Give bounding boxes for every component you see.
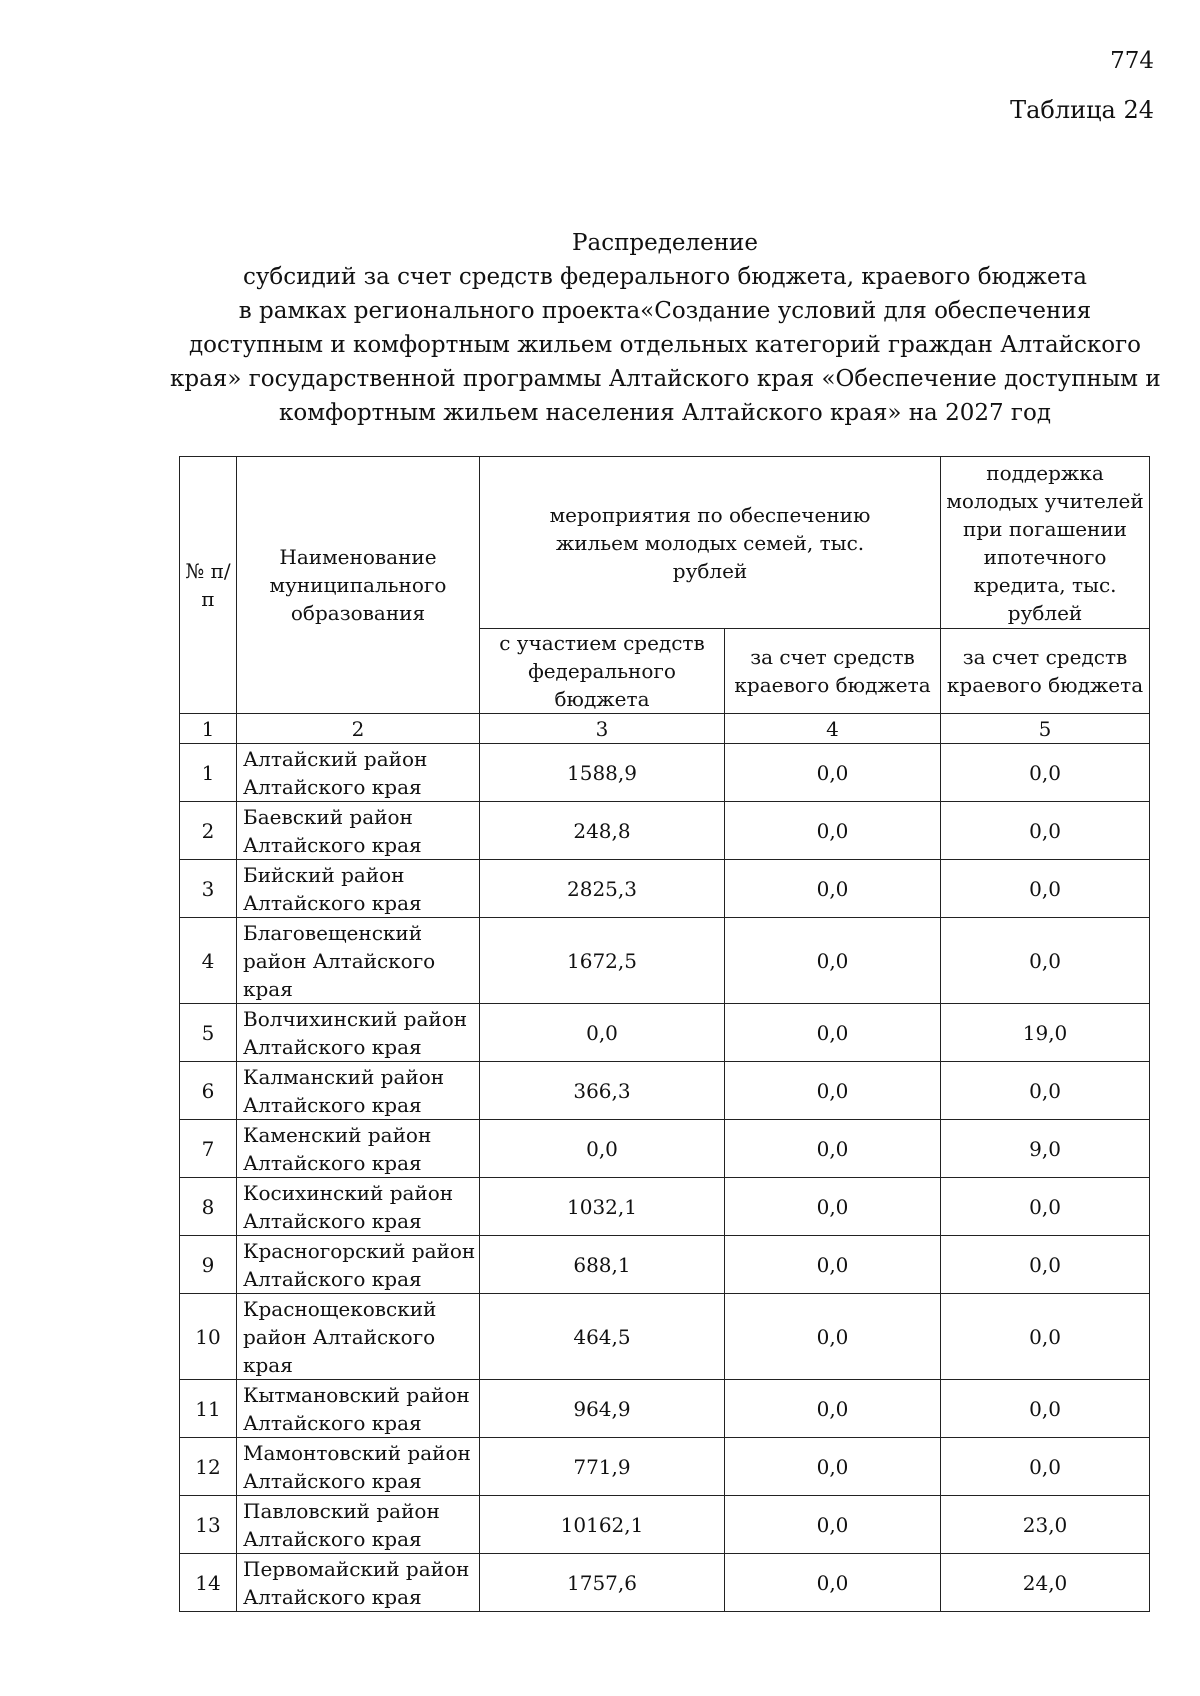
federal-amount: 1032,1 — [480, 1178, 725, 1236]
regional-amount: 0,0 — [725, 744, 941, 802]
row-number: 5 — [180, 1004, 237, 1062]
federal-amount: 1672,5 — [480, 918, 725, 1004]
header-num: № п/п — [180, 457, 237, 714]
title-line: Распределение — [572, 230, 758, 256]
row-number: 7 — [180, 1120, 237, 1178]
municipality-name: Баевский район Алтайского края — [237, 802, 480, 860]
regional-amount: 0,0 — [725, 1496, 941, 1554]
table-label: Таблица 24 — [1010, 96, 1154, 124]
row-number: 4 — [180, 918, 237, 1004]
municipality-name: Волчихинский район Алтайского края — [237, 1004, 480, 1062]
page-number: 774 — [1110, 48, 1154, 74]
row-number: 11 — [180, 1380, 237, 1438]
regional-amount: 0,0 — [725, 1294, 941, 1380]
table-row — [180, 860, 1150, 918]
federal-amount: 1757,6 — [480, 1554, 725, 1612]
row-number: 14 — [180, 1554, 237, 1612]
table-row — [180, 1236, 1150, 1294]
regional-amount: 0,0 — [725, 1178, 941, 1236]
row-number: 13 — [180, 1496, 237, 1554]
municipality-name: Красногорский район Алтайского края — [237, 1236, 480, 1294]
municipality-name: Косихинский район Алтайского края — [237, 1178, 480, 1236]
federal-amount: 10162,1 — [480, 1496, 725, 1554]
regional-amount: 0,0 — [725, 1554, 941, 1612]
teachers-amount: 0,0 — [941, 1236, 1150, 1294]
municipality-name: Краснощековский район Алтайского края — [237, 1294, 480, 1380]
regional-amount: 0,0 — [725, 860, 941, 918]
table-row — [180, 1294, 1150, 1380]
teachers-amount: 0,0 — [941, 860, 1150, 918]
federal-amount: 366,3 — [480, 1062, 725, 1120]
column-number: 3 — [480, 714, 725, 744]
table-row — [180, 1004, 1150, 1062]
municipality-name: Кытмановский район Алтайского края — [237, 1380, 480, 1438]
teachers-amount: 9,0 — [941, 1120, 1150, 1178]
municipality-name: Мамонтовский район Алтайского края — [237, 1438, 480, 1496]
title-line: субсидий за счет средств федерального бюджета, краевого бюджета — [242, 264, 1087, 290]
regional-amount: 0,0 — [725, 1236, 941, 1294]
teachers-amount: 19,0 — [941, 1004, 1150, 1062]
document-title — [170, 226, 1160, 430]
regional-amount: 0,0 — [725, 1438, 941, 1496]
table-row — [180, 918, 1150, 1004]
federal-amount: 688,1 — [480, 1236, 725, 1294]
federal-amount: 0,0 — [480, 1004, 725, 1062]
teachers-amount: 0,0 — [941, 1062, 1150, 1120]
header-teachers: поддержка молодых учителей при погашении ипотечного кредита, тыс. рублей — [941, 457, 1150, 629]
subsidy-table — [179, 456, 1150, 1612]
federal-amount: 771,9 — [480, 1438, 725, 1496]
regional-amount: 0,0 — [725, 918, 941, 1004]
row-number: 9 — [180, 1236, 237, 1294]
federal-amount: 464,5 — [480, 1294, 725, 1380]
regional-amount: 0,0 — [725, 1120, 941, 1178]
table-row — [180, 802, 1150, 860]
table-row — [180, 1120, 1150, 1178]
municipality-name: Бийский район Алтайского края — [237, 860, 480, 918]
row-number: 8 — [180, 1178, 237, 1236]
municipality-name: Благовещенский район Алтайского края — [237, 918, 480, 1004]
title-line: в рамках регионального проекта«Создание условий для обеспечения — [238, 298, 1092, 324]
table-row — [180, 1178, 1150, 1236]
teachers-amount: 0,0 — [941, 1438, 1150, 1496]
header-regional: за счет средств краевого бюджета — [725, 629, 941, 714]
regional-amount: 0,0 — [725, 802, 941, 860]
municipality-name: Первомайский район Алтайского края — [237, 1554, 480, 1612]
teachers-amount: 0,0 — [941, 1294, 1150, 1380]
regional-amount: 0,0 — [725, 1062, 941, 1120]
title-line: доступным и комфортным жильем отдельных категорий граждан Алтайского — [189, 332, 1141, 358]
table-row — [180, 1554, 1150, 1612]
teachers-amount: 0,0 — [941, 744, 1150, 802]
federal-amount: 0,0 — [480, 1120, 725, 1178]
header-young-families: мероприятия по обеспечению жильем молодых семей, тыс. рублей — [480, 457, 941, 629]
column-number: 5 — [941, 714, 1150, 744]
municipality-name: Павловский район Алтайского края — [237, 1496, 480, 1554]
teachers-amount: 24,0 — [941, 1554, 1150, 1612]
header-name: Наименование муниципального образования — [237, 457, 480, 714]
table-row — [180, 744, 1150, 802]
regional-amount: 0,0 — [725, 1004, 941, 1062]
header-regional-teachers: за счет средств краевого бюджета — [941, 629, 1150, 714]
regional-amount: 0,0 — [725, 1380, 941, 1438]
federal-amount: 964,9 — [480, 1380, 725, 1438]
column-number: 4 — [725, 714, 941, 744]
column-number: 1 — [180, 714, 237, 744]
title-line: комфортным жильем населения Алтайского края» на 2027 год — [279, 400, 1051, 426]
federal-amount: 2825,3 — [480, 860, 725, 918]
header-federal: с участием средств федерального бюджета — [480, 629, 725, 714]
municipality-name: Алтайский район Алтайского края — [237, 744, 480, 802]
row-number: 3 — [180, 860, 237, 918]
teachers-amount: 0,0 — [941, 802, 1150, 860]
teachers-amount: 23,0 — [941, 1496, 1150, 1554]
table-row — [180, 1496, 1150, 1554]
table-row — [180, 1438, 1150, 1496]
table-row — [180, 1380, 1150, 1438]
row-number: 2 — [180, 802, 237, 860]
column-number: 2 — [237, 714, 480, 744]
row-number: 6 — [180, 1062, 237, 1120]
federal-amount: 248,8 — [480, 802, 725, 860]
teachers-amount: 0,0 — [941, 918, 1150, 1004]
teachers-amount: 0,0 — [941, 1380, 1150, 1438]
federal-amount: 1588,9 — [480, 744, 725, 802]
teachers-amount: 0,0 — [941, 1178, 1150, 1236]
row-number: 10 — [180, 1294, 237, 1380]
row-number: 1 — [180, 744, 237, 802]
municipality-name: Каменский район Алтайского края — [237, 1120, 480, 1178]
row-number: 12 — [180, 1438, 237, 1496]
table-row — [180, 1062, 1150, 1120]
title-line: края» государственной программы Алтайского края «Обеспечение доступным и — [170, 366, 1161, 392]
municipality-name: Калманский район Алтайского края — [237, 1062, 480, 1120]
